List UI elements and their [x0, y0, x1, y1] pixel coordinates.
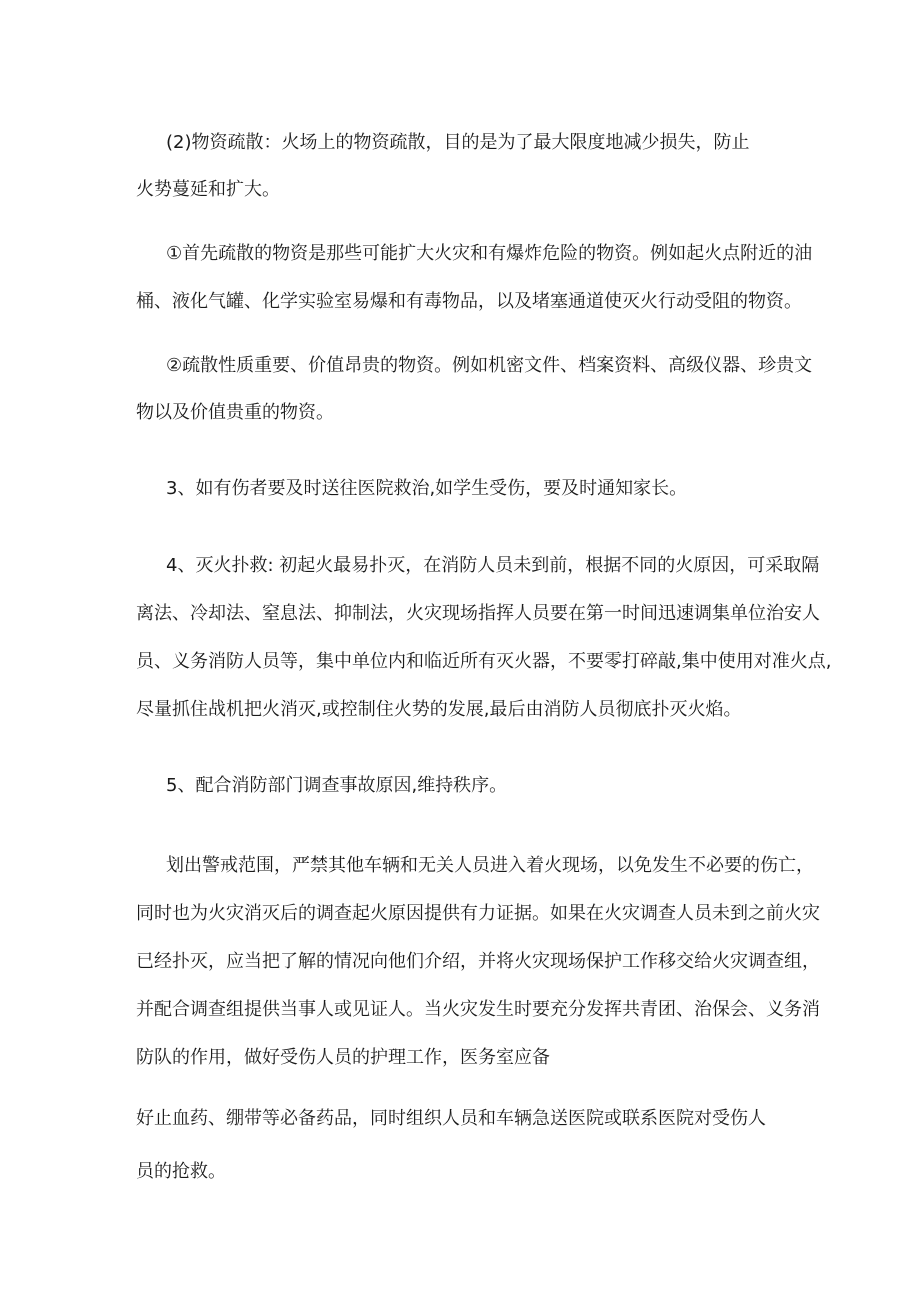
- section-2-line-1: (2)物资疏散：火场上的物资疏散，目的是为了最大限度地减少损失，防止: [166, 132, 750, 153]
- item-2-line-1: ②疏散性质重要、价值昂贵的物资。例如机密文件、档案资料、高级仪器、珍贵文: [166, 355, 813, 376]
- point-5-line-1: 5、配合消防部门调查事故原因,维持秩序。: [166, 775, 508, 796]
- point-4-line-3: 员、义务消防人员等，集中单位内和临近所有灭火器，不要零打碎敲,集中使用对准火点,: [136, 651, 832, 672]
- section-2-line-2: 火势蔓延和扩大。: [136, 179, 280, 200]
- cordon-line-4: 并配合调查组提供当事人或见证人。当火灾发生时要充分发挥共青团、治保会、义务消: [136, 999, 820, 1020]
- point-4-line-4: 尽量抓住战机把火消灭,或控制住火势的发展,最后由消防人员彻底扑灭火焰。: [136, 699, 742, 720]
- item-1-line-1: ①首先疏散的物资是那些可能扩大火灾和有爆炸危险的物资。例如起火点附近的油: [166, 243, 813, 264]
- point-3-line-1: 3、如有伤者要及时送往医院救治,如学生受伤，要及时通知家长。: [166, 478, 688, 499]
- cordon-line-2: 同时也为火灾消灭后的调查起火原因提供有力证据。如果在火灾调查人员未到之前火灾: [136, 903, 820, 924]
- item-1-line-2: 桶、液化气罐、化学实验室易爆和有毒物品，以及堵塞通道使灭火行动受阻的物资。: [136, 291, 802, 312]
- cordon-line-1: 划出警戒范围，严禁其他车辆和无关人员进入着火现场，以免发生不必要的伤亡，: [166, 855, 814, 876]
- cordon-line-7: 员的抢救。: [136, 1161, 226, 1182]
- cordon-line-3: 已经扑灭，应当把了解的情况向他们介绍，并将火灾现场保护工作移交给火灾调查组，: [136, 951, 820, 972]
- point-4-line-1: 4、灭火扑救: 初起火最易扑灭，在消防人员未到前，根据不同的火原因，可采取隔: [166, 555, 820, 576]
- cordon-line-6: 好止血药、绷带等必备药品，同时组织人员和车辆急送医院或联系医院对受伤人: [136, 1108, 766, 1129]
- point-4-line-2: 离法、冷却法、窒息法、抑制法，火灾现场指挥人员要在第一时间迅速调集单位治安人: [136, 603, 820, 624]
- cordon-line-5: 防队的作用，做好受伤人员的护理工作，医务室应备: [136, 1047, 550, 1068]
- item-2-line-2: 物以及价值贵重的物资。: [136, 402, 334, 423]
